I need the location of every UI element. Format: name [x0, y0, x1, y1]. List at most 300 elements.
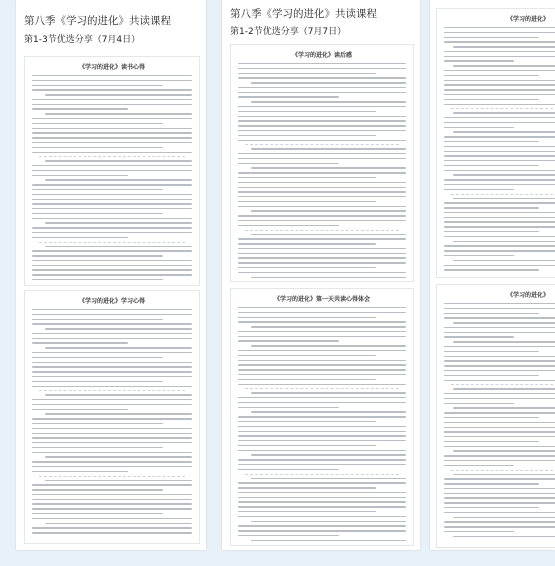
card-subtitle: 第1-2节优选分享（7月7日）	[230, 27, 347, 37]
text-line	[444, 151, 555, 152]
document-title: 《学习的进化》学习心得	[78, 298, 145, 305]
text-line	[32, 399, 192, 400]
text-line	[238, 92, 406, 93]
text-line	[32, 471, 128, 472]
text-line	[238, 317, 376, 318]
text-line	[238, 163, 339, 164]
section-divider	[451, 384, 553, 385]
text-line	[444, 427, 555, 428]
text-line	[238, 106, 406, 107]
text-line	[32, 75, 192, 76]
text-line	[444, 89, 555, 90]
text-line	[444, 226, 555, 227]
text-line	[238, 116, 406, 117]
text-line	[444, 37, 539, 38]
text-line	[444, 393, 555, 394]
card-title: 第八季《学习的进化》共读课程	[230, 8, 377, 20]
text-line	[251, 210, 406, 211]
text-line	[251, 540, 406, 541]
text-line	[444, 80, 555, 81]
text-line	[32, 274, 192, 275]
text-line	[238, 369, 406, 370]
text-line	[251, 392, 406, 393]
text-line	[32, 404, 192, 405]
text-line	[444, 365, 555, 366]
text-line	[238, 238, 406, 239]
section-divider	[39, 156, 185, 157]
text-line	[453, 65, 555, 66]
document-title: 《学习的进化》读书心得	[78, 64, 145, 71]
text-line	[238, 336, 406, 337]
text-line	[45, 222, 192, 223]
text-line	[453, 536, 555, 537]
text-line	[238, 272, 406, 273]
text-line	[444, 398, 555, 399]
text-line	[444, 250, 555, 251]
text-line	[238, 535, 339, 536]
text-line	[45, 246, 192, 247]
text-line	[444, 136, 555, 137]
text-line	[238, 469, 339, 470]
text-line	[444, 146, 555, 147]
text-line	[238, 68, 406, 69]
text-line	[32, 386, 192, 387]
section-divider	[245, 388, 399, 389]
text-line	[238, 364, 406, 365]
text-line	[444, 375, 539, 376]
text-line	[32, 342, 128, 343]
text-line	[32, 423, 163, 424]
text-line	[238, 63, 406, 64]
text-line	[444, 512, 555, 513]
text-line	[238, 177, 376, 178]
text-line	[453, 198, 555, 199]
text-line	[444, 60, 514, 61]
text-line	[238, 506, 406, 507]
text-line	[444, 417, 539, 418]
text-line	[238, 111, 376, 112]
text-line	[32, 314, 192, 315]
text-line	[238, 492, 406, 493]
text-line	[444, 160, 555, 161]
text-line	[32, 362, 192, 363]
text-line	[45, 347, 192, 348]
text-line	[444, 155, 555, 156]
text-line	[444, 265, 555, 266]
text-line	[444, 202, 555, 203]
text-line	[444, 41, 555, 42]
section-divider	[451, 108, 553, 109]
text-line	[32, 532, 192, 533]
text-line	[238, 182, 406, 183]
text-line	[32, 170, 192, 171]
text-line	[238, 87, 406, 88]
text-line	[444, 179, 555, 180]
text-line	[238, 431, 406, 432]
text-line	[238, 397, 406, 398]
text-line	[238, 355, 376, 356]
document-title: 《学习的进化》第一天共读心得体会	[273, 296, 370, 303]
text-line	[251, 478, 406, 479]
text-line	[238, 135, 376, 136]
text-line	[32, 494, 192, 495]
text-line	[32, 165, 192, 166]
text-line	[32, 147, 163, 148]
document-title: 《学习的进化》	[507, 16, 550, 23]
text-line	[238, 262, 406, 263]
text-line	[32, 89, 192, 90]
section-divider	[245, 230, 399, 231]
text-line	[238, 172, 406, 173]
card-subtitle: 第1-3节优选分享（7月4日）	[24, 35, 141, 45]
text-line	[444, 360, 555, 361]
text-line	[444, 441, 539, 442]
text-line	[32, 128, 192, 129]
text-line	[238, 140, 406, 141]
text-line	[444, 308, 555, 309]
text-line	[32, 213, 163, 214]
text-line	[238, 77, 406, 78]
text-line	[251, 411, 406, 412]
text-line	[32, 508, 192, 509]
text-line	[444, 221, 555, 222]
text-line	[238, 73, 376, 74]
text-line	[32, 333, 192, 334]
text-line	[444, 478, 555, 479]
share-card-2[interactable]	[222, 0, 420, 550]
text-line	[238, 187, 406, 188]
text-line	[238, 331, 406, 332]
text-line	[444, 94, 555, 95]
text-line	[251, 454, 406, 455]
text-line	[32, 442, 192, 443]
section-divider	[39, 476, 185, 477]
text-line	[45, 523, 192, 524]
text-line	[453, 322, 555, 323]
text-line	[238, 487, 376, 488]
text-line	[32, 184, 192, 185]
text-line	[32, 357, 163, 358]
text-line	[453, 450, 555, 451]
text-line	[32, 123, 163, 124]
text-line	[238, 421, 376, 422]
text-line	[238, 450, 406, 451]
text-line	[32, 352, 192, 353]
text-line	[444, 217, 555, 218]
text-line	[45, 160, 192, 161]
text-line	[238, 464, 406, 465]
text-line	[444, 370, 555, 371]
text-line	[238, 153, 406, 154]
document-title: 《学习的进化》读后感	[291, 52, 352, 59]
text-line	[238, 215, 406, 216]
text-line	[238, 201, 376, 202]
document-page	[230, 44, 414, 282]
text-line	[238, 312, 406, 313]
text-line	[444, 313, 539, 314]
text-line	[238, 384, 406, 385]
text-line	[45, 179, 192, 180]
text-line	[444, 356, 555, 357]
section-divider	[39, 242, 185, 243]
text-line	[238, 243, 376, 244]
text-line	[32, 260, 192, 261]
text-line	[32, 503, 192, 504]
text-line	[32, 227, 192, 228]
document-page	[24, 56, 200, 286]
text-line	[238, 374, 406, 375]
text-line	[32, 255, 163, 256]
text-line	[238, 220, 406, 221]
document-page	[436, 8, 555, 278]
text-line	[32, 366, 192, 367]
text-line	[444, 431, 555, 432]
text-line	[444, 70, 555, 71]
text-line	[238, 120, 406, 121]
text-line	[238, 191, 406, 192]
text-line	[32, 199, 192, 200]
text-line	[32, 513, 163, 514]
text-line	[238, 340, 339, 341]
text-line	[444, 231, 539, 232]
text-line	[32, 381, 163, 382]
text-line	[444, 104, 555, 105]
text-line	[32, 309, 192, 310]
card-title: 第八季《学习的进化》共读课程	[24, 15, 171, 27]
text-line	[238, 440, 406, 441]
text-line	[444, 122, 555, 123]
document-page	[24, 290, 200, 544]
text-line	[45, 394, 192, 395]
text-line	[444, 84, 555, 85]
section-divider	[245, 144, 399, 145]
text-line	[251, 277, 406, 278]
text-line	[444, 531, 514, 532]
text-line	[45, 113, 192, 114]
text-line	[453, 388, 555, 389]
text-line	[238, 96, 339, 97]
text-line	[238, 350, 406, 351]
text-line	[32, 269, 192, 270]
text-line	[32, 437, 192, 438]
section-divider	[451, 194, 553, 195]
text-line	[251, 326, 406, 327]
text-line	[238, 501, 406, 502]
text-line	[32, 250, 192, 251]
text-line	[444, 332, 555, 333]
text-line	[453, 517, 555, 518]
text-line	[238, 379, 376, 380]
text-line	[238, 257, 406, 258]
text-line	[45, 480, 192, 481]
text-line	[238, 530, 406, 531]
text-line	[444, 336, 514, 337]
text-line	[32, 118, 192, 119]
text-line	[444, 56, 555, 57]
text-line	[444, 317, 555, 318]
text-line	[32, 104, 192, 105]
text-line	[444, 327, 555, 328]
text-line	[444, 380, 555, 381]
text-line	[444, 27, 555, 28]
text-line	[32, 99, 192, 100]
text-line	[32, 518, 192, 519]
text-line	[32, 461, 192, 462]
text-line	[453, 46, 555, 47]
text-line	[251, 101, 406, 102]
text-line	[32, 452, 192, 453]
text-line	[32, 323, 192, 324]
text-line	[453, 474, 555, 475]
text-line	[444, 212, 555, 213]
text-line	[32, 376, 192, 377]
text-line	[238, 225, 339, 226]
text-line	[45, 413, 192, 414]
text-line	[32, 218, 192, 219]
text-line	[453, 407, 555, 408]
text-line	[238, 435, 406, 436]
text-line	[32, 132, 192, 133]
document-page	[230, 288, 414, 546]
text-line	[32, 466, 192, 467]
text-line	[444, 460, 555, 461]
text-line	[444, 446, 555, 447]
text-line	[444, 189, 514, 190]
text-line	[238, 497, 406, 498]
text-line	[32, 338, 192, 339]
text-line	[238, 125, 406, 126]
share-card-3[interactable]	[430, 0, 555, 550]
text-line	[238, 267, 376, 268]
text-line	[32, 527, 192, 528]
text-line	[45, 94, 192, 95]
text-line	[444, 236, 555, 237]
text-line	[444, 502, 555, 503]
text-line	[453, 174, 555, 175]
text-line	[32, 418, 192, 419]
text-line	[32, 237, 128, 238]
text-line	[444, 483, 539, 484]
text-line	[444, 99, 539, 100]
text-line	[32, 499, 192, 500]
text-line	[32, 194, 192, 195]
text-line	[238, 525, 406, 526]
text-line	[453, 112, 555, 113]
text-line	[238, 196, 406, 197]
text-line	[32, 489, 163, 490]
text-line	[32, 232, 192, 233]
text-line	[444, 127, 514, 128]
text-line	[238, 426, 406, 427]
text-line	[444, 303, 555, 304]
text-line	[238, 516, 406, 517]
share-card-1[interactable]	[16, 0, 206, 550]
text-line	[238, 130, 406, 131]
text-line	[238, 253, 406, 254]
text-line	[238, 445, 376, 446]
text-line	[32, 433, 192, 434]
text-line	[45, 328, 192, 329]
text-line	[32, 142, 192, 143]
text-line	[238, 511, 376, 512]
text-line	[32, 137, 192, 138]
text-line	[251, 345, 406, 346]
text-line	[444, 507, 539, 508]
text-line	[444, 351, 539, 352]
text-line	[238, 402, 406, 403]
text-line	[444, 493, 555, 494]
text-line	[453, 341, 555, 342]
text-line	[251, 167, 406, 168]
text-line	[32, 409, 128, 410]
text-line	[444, 436, 555, 437]
text-line	[444, 488, 555, 489]
text-line	[444, 465, 514, 466]
section-divider	[245, 474, 399, 475]
text-line	[32, 85, 163, 86]
text-line	[444, 526, 555, 527]
text-line	[453, 260, 555, 261]
text-line	[444, 165, 539, 166]
text-line	[444, 170, 555, 171]
text-line	[444, 403, 514, 404]
text-line	[238, 360, 406, 361]
text-line	[32, 447, 163, 448]
document-title: 《学习的进化》	[507, 292, 550, 299]
text-line	[444, 455, 555, 456]
text-line	[32, 152, 192, 153]
text-line	[238, 206, 406, 207]
text-line	[444, 412, 555, 413]
text-line	[251, 148, 406, 149]
text-line	[444, 75, 539, 76]
text-line	[238, 321, 406, 322]
text-line	[45, 456, 192, 457]
text-line	[251, 234, 406, 235]
text-line	[238, 307, 406, 308]
text-line	[32, 371, 192, 372]
text-line	[444, 117, 555, 118]
text-line	[32, 265, 192, 266]
text-line	[32, 189, 163, 190]
text-line	[238, 407, 339, 408]
text-line	[32, 203, 192, 204]
text-line	[251, 521, 406, 522]
text-line	[444, 497, 555, 498]
text-line	[444, 245, 555, 246]
text-line	[32, 208, 192, 209]
text-line	[444, 184, 555, 185]
text-line	[238, 416, 406, 417]
text-line	[444, 207, 539, 208]
text-line	[32, 279, 163, 280]
text-line	[32, 175, 128, 176]
text-line	[32, 80, 192, 81]
section-divider	[451, 470, 553, 471]
text-line	[444, 269, 539, 270]
text-line	[32, 484, 192, 485]
text-line	[238, 248, 406, 249]
text-line	[444, 521, 555, 522]
text-line	[444, 255, 514, 256]
text-line	[238, 158, 406, 159]
text-line	[251, 82, 406, 83]
text-line	[444, 422, 555, 423]
text-line	[444, 141, 539, 142]
text-line	[238, 459, 406, 460]
text-line	[453, 241, 555, 242]
document-page	[436, 284, 555, 548]
